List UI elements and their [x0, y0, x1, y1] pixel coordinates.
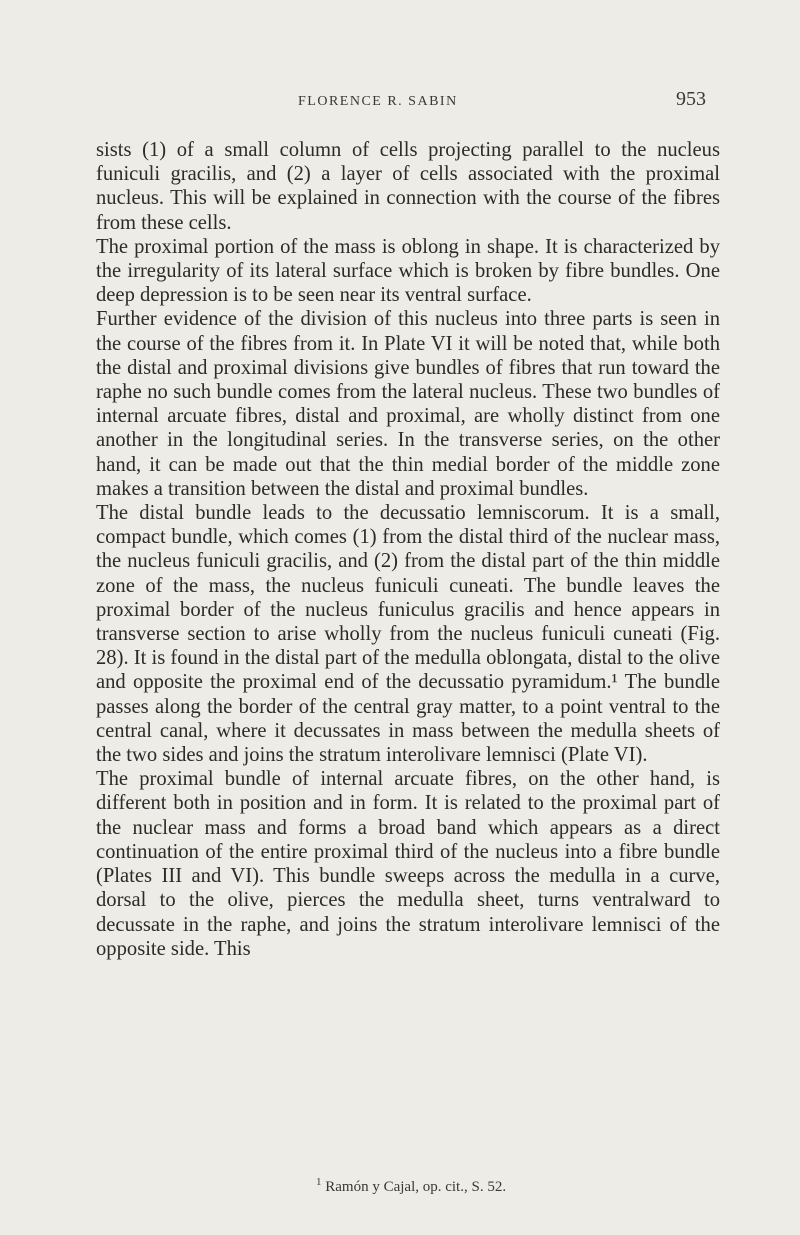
paragraph-3: Further evidence of the division of this nucleus into three parts is seen in the course of the fibres from it. In Plate VI it will be noted that, while both the distal and proximal divisions give bundles of fibres that run toward the raphe no such bundle comes from the lateral nucleus. These two bundles of internal arcuate fibres, distal and proximal, are wholly distinct from one another in the longitudinal series. In the transverse series, on the other hand, it can be made out that the thin medial border of the middle zone makes a transition between the distal and proximal bundles.	[96, 308, 720, 500]
running-head: FLORENCE R. SABIN	[298, 94, 458, 109]
footnote-marker: 1	[316, 1176, 322, 1188]
footnote-text: Ramón y Cajal, op. cit., S. 52.	[325, 1179, 507, 1195]
paragraph-5: The proximal bundle of internal arcuate fibres, on the other hand, is different both in position and in form. It is related to the proximal part of the nuclear mass and forms a broad band which appears as a direct continuation of the entire proximal third of the nucleus into a fibre bundle (Plates III and VI). This bundle sweeps across the medulla in a curve, dorsal to the olive, pierces the medulla sheet, turns ventralward to decussate in the raphe, and joins the stratum interolivare lemnisci of the opposite side. This	[96, 768, 720, 960]
page-header	[0, 88, 800, 116]
body-text	[96, 138, 720, 961]
page-number: 953	[676, 88, 706, 110]
paragraph-2: The proximal portion of the mass is oblong in shape. It is characterized by the irregularity of its lateral surface which is broken by fibre bundles. One deep depression is to be seen near its ventral surface.	[96, 235, 720, 307]
paragraph-4: The distal bundle leads to the decussatio lemniscorum. It is a small, compact bundle, which comes (1) from the distal third of the nuclear mass, the nucleus funiculi gracilis, and (2) from the distal part of the thin middle zone of the mass, the nucleus funiculi cuneati. The bundle leaves the proximal border of the nucleus funiculus gracilis and hence appears in transverse section to arise wholly from the nucleus funiculi cuneati (Fig. 28). It is found in the distal part of the medulla oblongata, distal to the olive and opposite the proximal end of the decussatio pyramidum.¹ The bundle passes along the border of the central gray matter, to a point ventral to the central canal, where it decussates in mass between the medulla sheets of the two sides and joins the stratum interolivare lemnisci (Plate VI).	[96, 502, 720, 767]
footnote-line	[316, 1176, 506, 1196]
paragraph-1: sists (1) of a small column of cells projecting parallel to the nucleus funiculi gracilis, and (2) a layer of cells associated with the proximal nucleus. This will be explained in connection with the course of the fibres from these cells.	[96, 139, 720, 234]
